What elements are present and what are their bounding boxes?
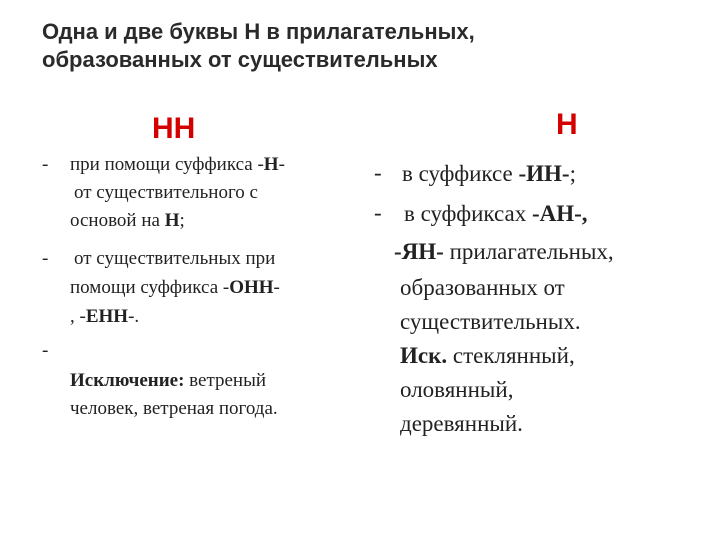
left-item1-line1: при помощи суффикса -Н- <box>70 154 285 175</box>
heading-double-n: НН <box>152 112 196 145</box>
left-item1-line3: основой на Н; <box>70 210 185 231</box>
left-item2-line2: помощи суффикса -ОНН- <box>70 277 280 298</box>
bullet-dash: - <box>42 248 49 269</box>
right-item1: в суффиксе -ИН-; <box>402 161 576 186</box>
bullet-dash: - <box>374 160 382 185</box>
exception-line2: человек, ветреная погода. <box>70 398 278 419</box>
left-item2-line3: , -ЕНН-. <box>70 306 140 327</box>
right-line4: образованных от <box>400 275 565 300</box>
title-line-2: образованных от существительных <box>42 47 438 72</box>
right-line6: Иск. стеклянный, <box>400 343 575 368</box>
right-line8: деревянный. <box>400 411 523 436</box>
bullet-dash: - <box>374 200 382 225</box>
left-item2-line1: от существительных при <box>74 248 276 269</box>
left-item1-line2: от существительного с <box>74 182 258 203</box>
right-item2: в суффиксах -АН-, <box>404 201 588 226</box>
bullet-dash: - <box>42 154 49 175</box>
bullet-dash: - <box>42 340 49 361</box>
slide-title <box>42 18 682 74</box>
heading-single-n: Н <box>556 108 578 141</box>
right-line5: существительных. <box>400 309 581 334</box>
right-line3: -ЯН- прилагательных, <box>394 239 614 264</box>
exception-line1: Исключение: ветреный <box>70 370 267 391</box>
right-line7: оловянный, <box>400 377 514 402</box>
title-line-1: Одна и две буквы Н в прилагательных, <box>42 19 475 44</box>
